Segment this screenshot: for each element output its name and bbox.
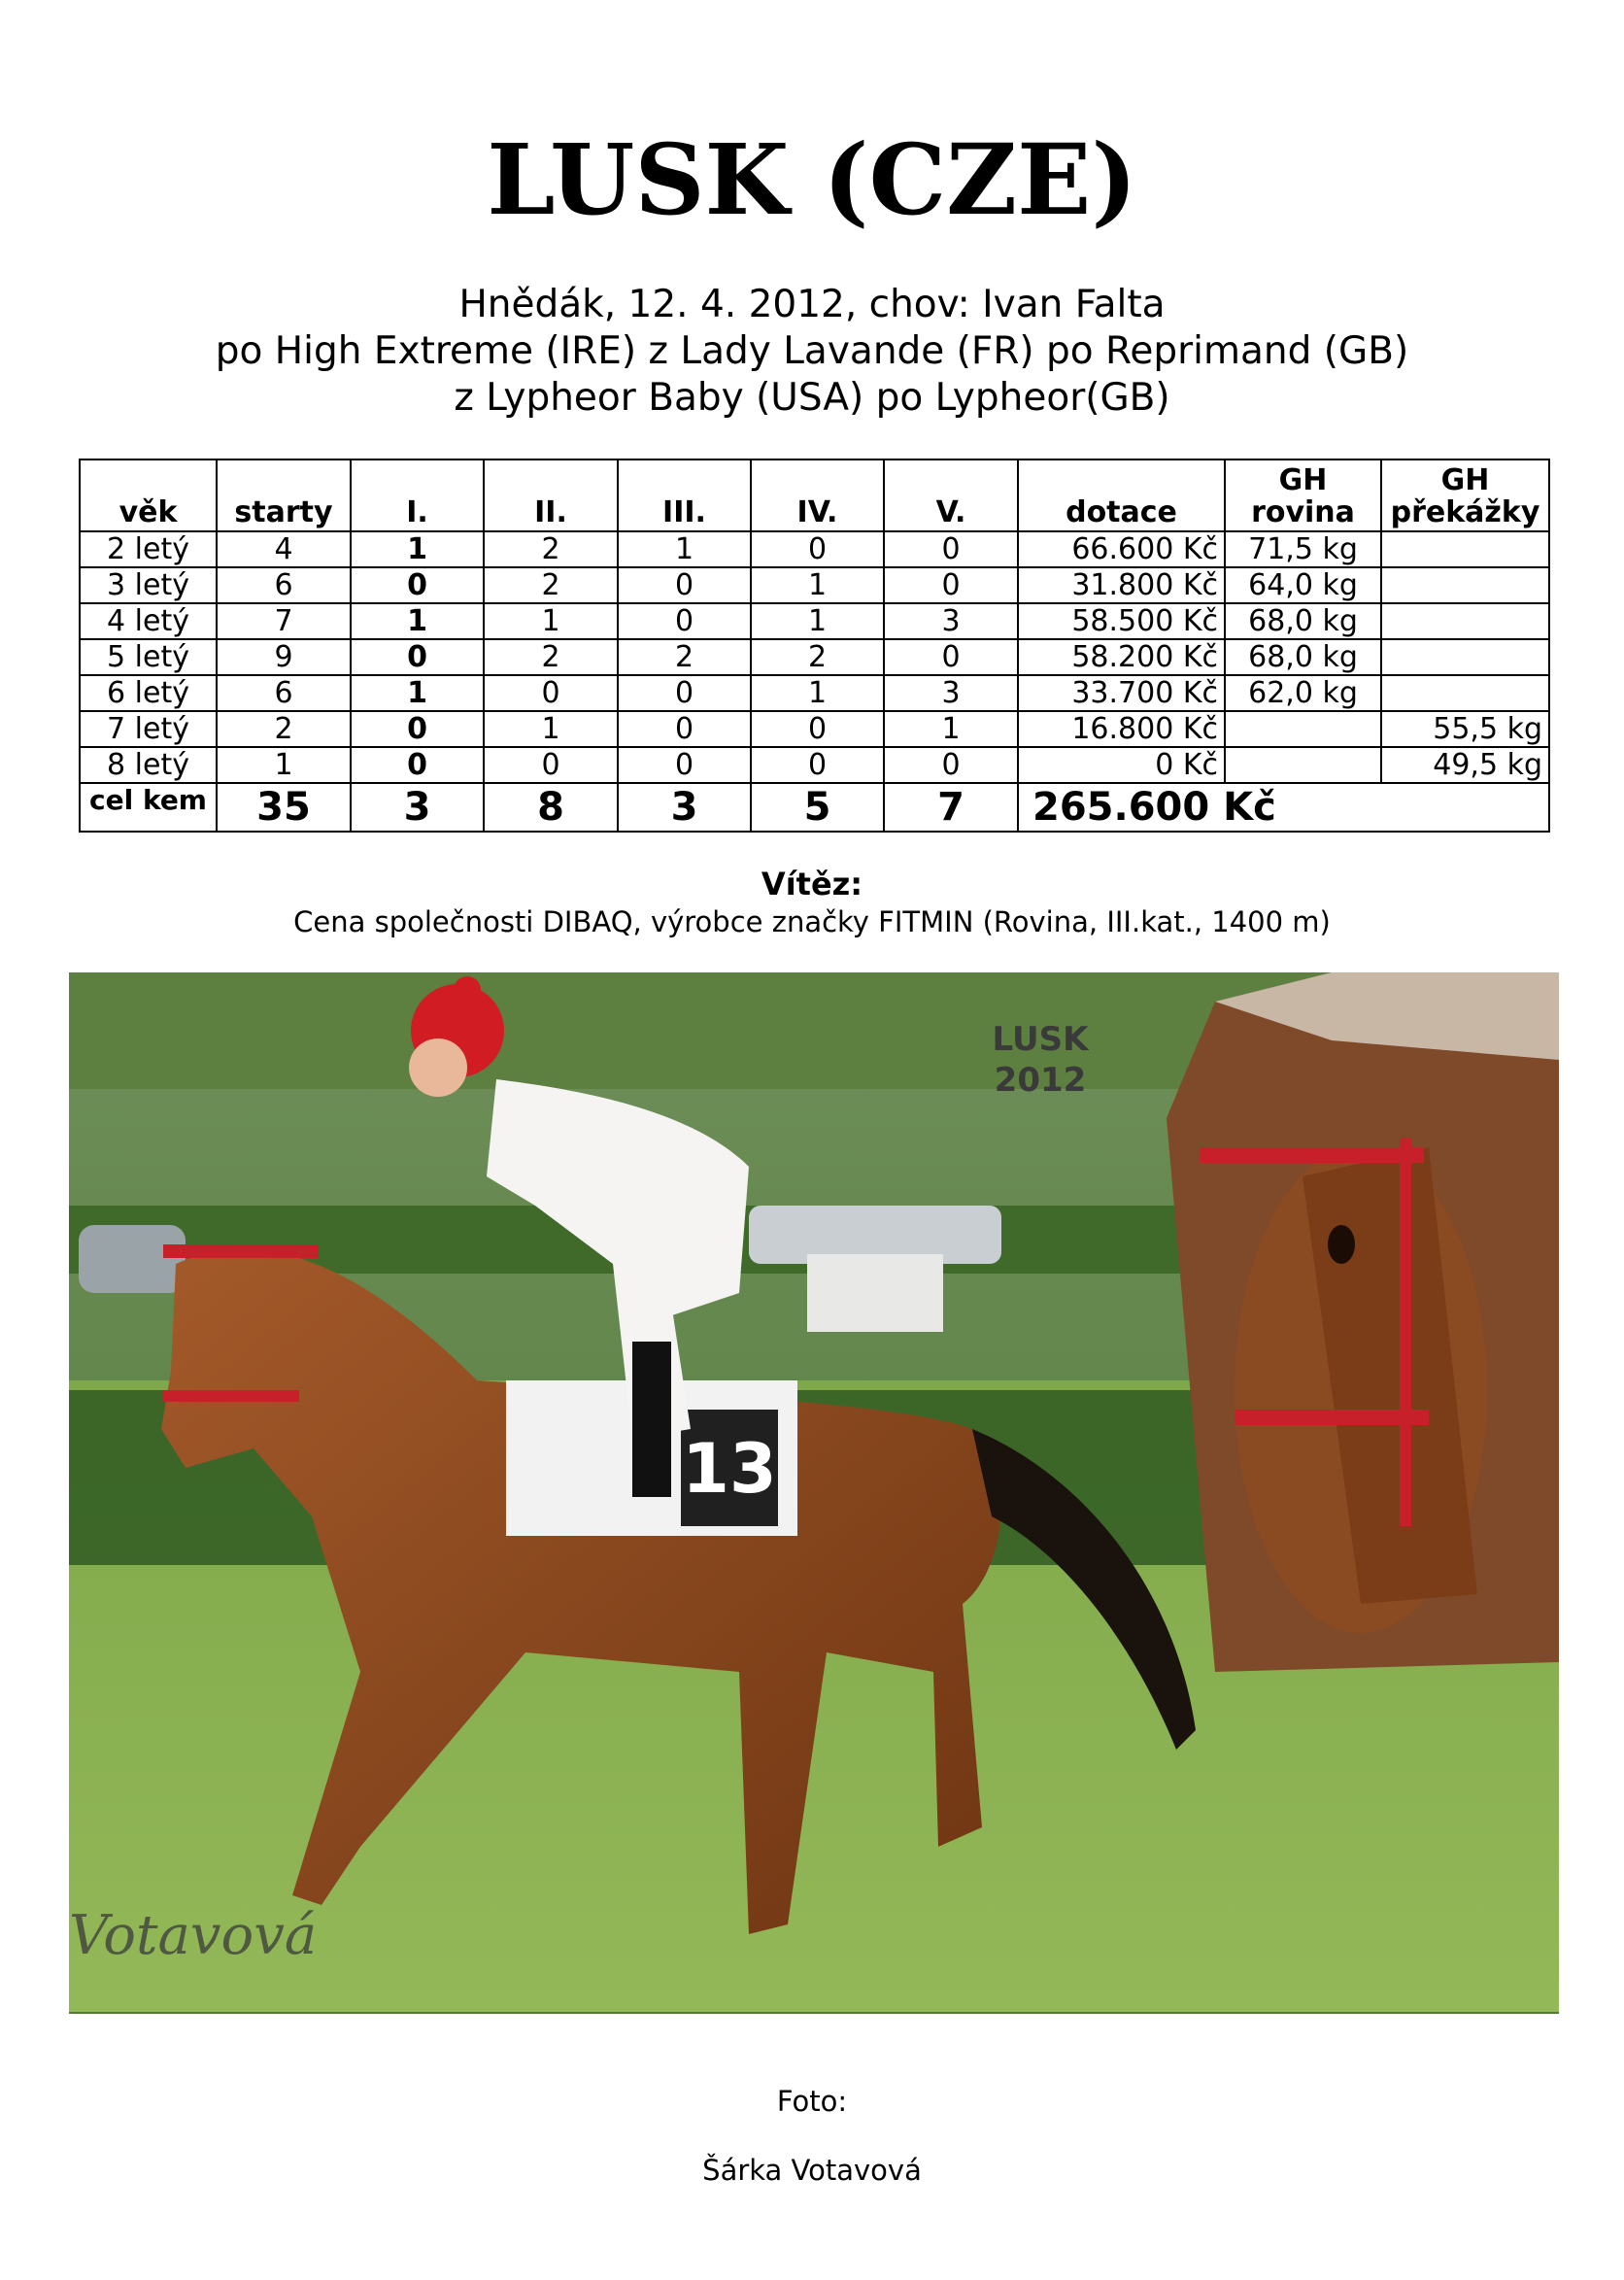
photo-credit-author: Šárka Votavová	[702, 2154, 922, 2187]
cell-age: 2 letý	[80, 531, 217, 567]
cell-third: 1	[618, 531, 751, 567]
cell-first: 0	[351, 711, 484, 747]
photo-overlay-year: 2012	[994, 1061, 1087, 1100]
cell-third: 0	[618, 711, 751, 747]
cell-fifth: 0	[884, 567, 1018, 603]
cell-prize: 31.800 Kč	[1018, 567, 1225, 603]
cell-second: 0	[484, 675, 618, 711]
cell-fourth: 0	[751, 711, 884, 747]
cell-second: 1	[484, 603, 618, 639]
table-total-row	[80, 783, 1549, 832]
cell-age: 4 letý	[80, 603, 217, 639]
cell-starts: 2	[217, 711, 351, 747]
cell-age: 8 letý	[80, 747, 217, 783]
cell-prize: 0 Kč	[1018, 747, 1225, 783]
cell-fourth: 0	[751, 531, 884, 567]
table-header-row	[80, 459, 1549, 531]
cell-second: 2	[484, 531, 618, 567]
horse-closeup-inset	[1167, 972, 1559, 1672]
cell-first: 1	[351, 531, 484, 567]
page-title: LUSK (CZE)	[487, 122, 1137, 237]
cell-fourth: 1	[751, 567, 884, 603]
header-gh-flat	[1225, 459, 1381, 531]
pedigree-line-2: z Lypheor Baby (USA) po Lypheor(GB)	[454, 376, 1170, 420]
header-age: věk	[80, 459, 217, 531]
cell-age: 5 letý	[80, 639, 217, 675]
cell-fifth: 0	[884, 531, 1018, 567]
cell-first: 0	[351, 639, 484, 675]
cell-gh-flat: 62,0 kg	[1225, 675, 1381, 711]
photo-credit-label: Foto:	[776, 2085, 848, 2118]
cell-gh-jump: 55,5 kg	[1381, 711, 1549, 747]
horse-details: Hnědák, 12. 4. 2012, chov: Ivan Falta	[458, 283, 1166, 326]
cell-fifth: 1	[884, 711, 1018, 747]
cell-third: 0	[618, 567, 751, 603]
cell-second: 1	[484, 711, 618, 747]
cell-fifth: 3	[884, 603, 1018, 639]
cell-gh-flat: 68,0 kg	[1225, 639, 1381, 675]
total-fifth: 7	[884, 783, 1018, 832]
cell-age: 3 letý	[80, 567, 217, 603]
total-first: 3	[351, 783, 484, 832]
cell-first: 1	[351, 603, 484, 639]
winner-heading: Vítěz:	[761, 866, 863, 902]
pedigree-line-1: po High Extreme (IRE) z Lady Lavande (FR) po Reprimand (GB)	[215, 329, 1409, 373]
header-gh-label: GH	[1440, 463, 1490, 497]
cell-age: 6 letý	[80, 675, 217, 711]
cell-third: 0	[618, 747, 751, 783]
table-row	[80, 747, 1549, 783]
cell-fifth: 3	[884, 675, 1018, 711]
cell-gh-jump	[1381, 639, 1549, 675]
cell-starts: 6	[217, 675, 351, 711]
cell-first: 1	[351, 675, 484, 711]
cell-fifth: 0	[884, 747, 1018, 783]
header-third: III.	[618, 459, 751, 531]
header-fourth: IV.	[751, 459, 884, 531]
cell-starts: 4	[217, 531, 351, 567]
total-third: 3	[618, 783, 751, 832]
table-row	[80, 603, 1549, 639]
photo-overlay-name: LUSK	[992, 1020, 1089, 1059]
cell-gh-jump	[1381, 603, 1549, 639]
total-second: 8	[484, 783, 618, 832]
cell-prize: 58.500 Kč	[1018, 603, 1225, 639]
saddle-number: 13	[682, 1429, 777, 1509]
race-stats-table	[79, 459, 1550, 833]
cell-prize: 33.700 Kč	[1018, 675, 1225, 711]
total-label: cel kem	[80, 783, 217, 832]
cell-gh-jump: 49,5 kg	[1381, 747, 1549, 783]
photo-watermark: Votavová	[69, 1904, 318, 1967]
cell-first: 0	[351, 747, 484, 783]
winner-race: Cena společnosti DIBAQ, výrobce značky FITMIN (Rovina, III.kat., 1400 m)	[293, 905, 1331, 938]
total-fourth: 5	[751, 783, 884, 832]
table-row	[80, 531, 1549, 567]
cell-fourth: 0	[751, 747, 884, 783]
table-row	[80, 639, 1549, 675]
cell-third: 2	[618, 639, 751, 675]
header-first: I.	[351, 459, 484, 531]
cell-third: 0	[618, 603, 751, 639]
cell-fourth: 2	[751, 639, 884, 675]
cell-third: 0	[618, 675, 751, 711]
header-prize: dotace	[1018, 459, 1225, 531]
cell-second: 2	[484, 639, 618, 675]
cell-starts: 7	[217, 603, 351, 639]
cell-starts: 9	[217, 639, 351, 675]
cell-second: 2	[484, 567, 618, 603]
table-row	[80, 567, 1549, 603]
cell-fourth: 1	[751, 675, 884, 711]
header-second: II.	[484, 459, 618, 531]
cell-starts: 6	[217, 567, 351, 603]
cell-gh-jump	[1381, 531, 1549, 567]
header-rovina-label: rovina	[1251, 495, 1355, 529]
cell-gh-flat: 71,5 kg	[1225, 531, 1381, 567]
cell-prize: 66.600 Kč	[1018, 531, 1225, 567]
cell-fifth: 0	[884, 639, 1018, 675]
cell-gh-flat	[1225, 711, 1381, 747]
header-prekazky-label: překážky	[1390, 495, 1540, 529]
cell-gh-jump	[1381, 675, 1549, 711]
cell-prize: 58.200 Kč	[1018, 639, 1225, 675]
cell-gh-jump	[1381, 567, 1549, 603]
cell-first: 0	[351, 567, 484, 603]
cell-gh-flat: 68,0 kg	[1225, 603, 1381, 639]
horse-photo	[69, 972, 1559, 2014]
cell-gh-flat: 64,0 kg	[1225, 567, 1381, 603]
header-fifth: V.	[884, 459, 1018, 531]
header-gh-label: GH	[1278, 463, 1328, 497]
total-starts: 35	[217, 783, 351, 832]
cell-age: 7 letý	[80, 711, 217, 747]
header-gh-jump	[1381, 459, 1549, 531]
table-row	[80, 675, 1549, 711]
header-starts: starty	[217, 459, 351, 531]
cell-gh-flat	[1225, 747, 1381, 783]
cell-starts: 1	[217, 747, 351, 783]
cell-prize: 16.800 Kč	[1018, 711, 1225, 747]
total-prize: 265.600 Kč	[1018, 783, 1549, 832]
cell-fourth: 1	[751, 603, 884, 639]
table-row	[80, 711, 1549, 747]
cell-second: 0	[484, 747, 618, 783]
